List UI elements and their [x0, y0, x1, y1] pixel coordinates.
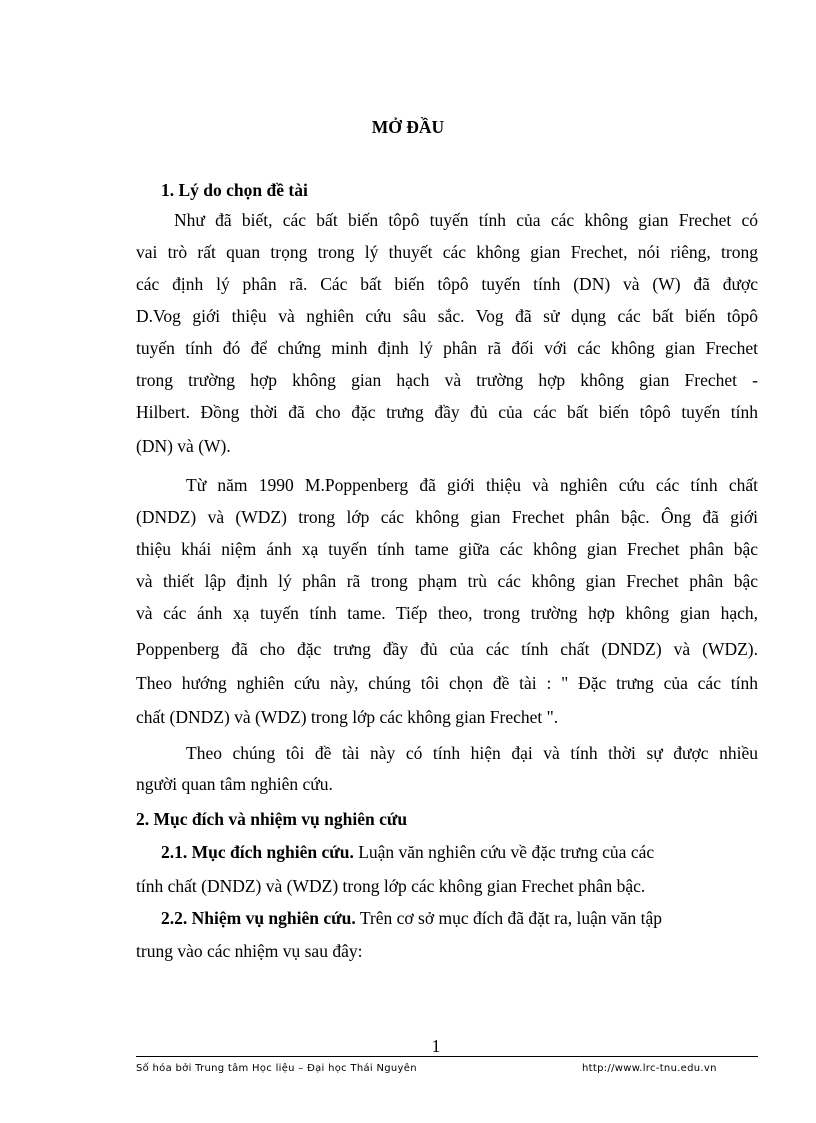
paragraph-2-line-6: Poppenberg đã cho đặc trưng đầy đủ của các tính chất (DNDZ) và (WDZ). [136, 639, 758, 659]
paragraph-1-line-1: Như đã biết, các bất biến tôpô tuyến tính của các không gian Frechet có [174, 210, 758, 230]
paragraph-1-line-8: (DN) và (W). [136, 436, 231, 456]
footer-rule [136, 1056, 758, 1057]
paragraph-2-line-1: Từ năm 1990 M.Poppenberg đã giới thiệu và nghiên cứu các tính chất [186, 475, 758, 495]
page-title: MỞ ĐẦU [371, 117, 445, 137]
subsection-2-1-line-2: tính chất (DNDZ) và (WDZ) trong lớp các không gian Frechet phân bậc. [136, 876, 646, 896]
subsection-2-2-line-2: trung vào các nhiệm vụ sau đây: [136, 941, 363, 961]
paragraph-3-line-2: người quan tâm nghiên cứu. [136, 774, 333, 794]
page-number: 1 [431, 1036, 441, 1056]
paragraph-2-line-7: Theo hướng nghiên cứu này, chúng tôi chọn đề tài : " Đặc trưng của các tính [136, 673, 758, 693]
paragraph-3-line-1: Theo chúng tôi đề tài này có tính hiện đại và tính thời sự được nhiều [186, 743, 758, 763]
paragraph-1-line-5: tuyến tính đó để chứng minh định lý phân rã đối với các không gian Frechet [136, 338, 758, 358]
footer-left: Số hóa bởi Trung tâm Học liệu – Đại học Thái Nguyên [136, 1063, 417, 1074]
section-1-heading: 1. Lý do chọn đề tài [161, 180, 308, 200]
section-2-heading: 2. Mục đích và nhiệm vụ nghiên cứu [136, 809, 408, 829]
paragraph-2-line-2: (DNDZ) và (WDZ) trong lớp các không gian Frechet phân bậc. Ông đã giới [136, 507, 758, 527]
subsection-2-1-line-1 [161, 841, 758, 863]
paragraph-1-line-3: các định lý phân rã. Các bất biến tôpô tuyến tính (DN) và (W) đã được [136, 274, 758, 294]
paragraph-1-line-2: vai trò rất quan trọng trong lý thuyết các không gian Frechet, nói riêng, trong [136, 242, 758, 262]
subsection-2-2-line-1 [161, 907, 758, 929]
paragraph-1-line-6: trong trường hợp không gian hạch và trường hợp không gian Frechet - [136, 370, 758, 390]
paragraph-2-line-3: thiệu khái niệm ánh xạ tuyến tính tame giữa các không gian Frechet phân bậc [136, 539, 758, 559]
paragraph-1-line-7: Hilbert. Đồng thời đã cho đặc trưng đầy đủ của các bất biến tôpô tuyến tính [136, 402, 758, 422]
paragraph-2-line-8: chất (DNDZ) và (WDZ) trong lớp các không gian Frechet ". [136, 707, 559, 727]
paragraph-2-line-4: và thiết lập định lý phân rã trong phạm trù các không gian Frechet phân bậc [136, 571, 758, 591]
subsection-2-2-label: 2.2. Nhiệm vụ nghiên cứu. [161, 908, 356, 928]
subsection-2-2-text-1: Trên cơ sở mục đích đã đặt ra, luận văn tập [355, 908, 662, 928]
paragraph-1-line-4: D.Vog giới thiệu và nghiên cứu sâu sắc. Vog đã sử dụng các bất biến tôpô [136, 306, 758, 326]
footer-url-link[interactable]: http://www.lrc-tnu.edu.vn [582, 1063, 717, 1074]
subsection-2-1-label: 2.1. Mục đích nghiên cứu. [161, 842, 354, 862]
paragraph-2-line-5: và các ánh xạ tuyến tính tame. Tiếp theo, trong trường hợp không gian hạch, [136, 603, 758, 623]
subsection-2-1-text-1: Luận văn nghiên cứu về đặc trưng của các [353, 842, 655, 862]
